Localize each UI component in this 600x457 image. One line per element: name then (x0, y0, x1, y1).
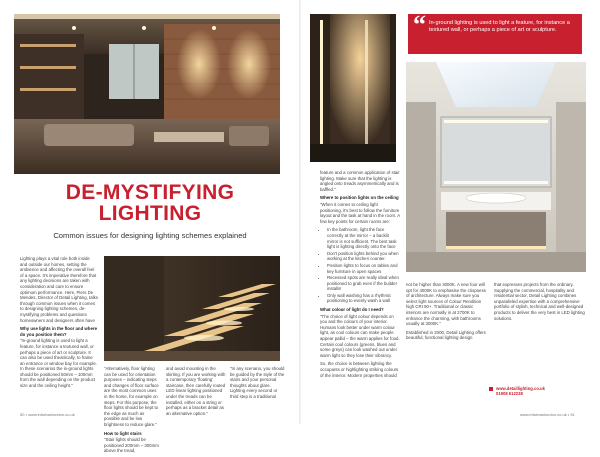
left-column-2 (104, 366, 160, 457)
bathroom-photo (406, 62, 586, 272)
list-item: • Position lights to focus on tables and key furniture in open spaces (327, 263, 400, 274)
right-column-1 (320, 170, 400, 381)
section-heading-floor-lights: Why use lights in the floor and where do you position them? (20, 326, 97, 337)
page-gutter (299, 0, 301, 424)
corridor-wall-lights-photo (310, 14, 396, 162)
floor-lights-text: "In-ground lighting is used to light a feature, for instance a textured wall, or perhaps a piece of art or sculpture. It can also be used theatrically, to frame an entrance or window bay for example. In these scenarios the in-ground lights should be positioned 50mm – 100mm from the wall depending on the product size and the ceiling height." (20, 338, 98, 389)
ceiling-text: "When it comes to ceiling light positioning, it's best to follow the furniture layout and the task at hand in the room. A few key points for certain rooms are: (320, 201, 400, 224)
living-room-photo (14, 14, 280, 174)
section-heading-ceiling: Where to position lights on the ceiling (320, 195, 399, 201)
section-heading-stairs: How to light stairs (104, 430, 142, 436)
list-item: • Don't position lights behind you when working at the kitchen counter. (327, 251, 400, 262)
article-title-line1: DE-MYSTIFYING (65, 181, 235, 204)
stair-lighting-continued: feature and a common application of stair lighting. Make sure that the lighting is angled onto treads asymmetrically and is baffled." (320, 170, 400, 192)
intro-paragraph: Lighting plays a vital role both inside and outside our homes, setting the ambience and affecting the overall feel of a space. It's imperative therefore that any lighting decisions are taken with consideration and care to ensure optimum performance. Here, Piers De Mendes, Director of Detail Lighting, talks through common issues when it comes to designing lighting schemes, de-mystifying problems and questions homeowners and designers often have (20, 256, 98, 323)
colour-temperature-text: not be higher than 3000K. A new four will opt for 4000K to emphasise the crispness of architecture. Always make sure you select light sources of Colour Rendition high CRI 90+. Traditional or classic interiors are normally in at 2700K to enhance the charming, with bathrooms usually at 3000K." (406, 282, 486, 327)
contact-bullet-icon (489, 387, 493, 391)
staircase-photo (104, 256, 280, 361)
pull-quote-text: In-ground lighting is used to light a feature, for instance a textured wall, or perhaps a piece of art or sculpture. (429, 20, 570, 34)
left-page-footer: 50 • www.infurbanlondon.co.uk (20, 412, 75, 417)
contact-phone: 01908 612238 (496, 391, 523, 397)
right-page-footer: www.infurbanlondon.co.uk • 51 (520, 412, 575, 417)
company-description: that expresses projects from the ordinary. Supplying the commercial, hospitality and residential sector, Detail Lighting combines unparalleled expertise with a comprehensive portfolio of stylish, technical and well-designed products to deliver the very best in LED lighting solutions. (494, 282, 585, 321)
stairs-text-continued: and avoid mounting in the skirting. If you are working with a contemporary 'floating' staircase, then carefully routed LED linear lighting positioned under the treads can be installed, either on a string or perhaps as a bracket detail as an alternative option." (166, 366, 226, 416)
colour-text-2: So, the choice is between lighting the occupants or highlighting striking colours of the interior. Modern properties should (320, 361, 399, 378)
article-title-line2: LIGHTING (98, 202, 202, 225)
list-item: • In the bathroom, light the face correctly at the mirror – a backlit mirror is not sufficient. The best task light is lighting directly onto the face (327, 227, 400, 249)
stairs-guidance-text: "In any scenario, you should be guided by the style of the stairs and your personal thoughts about glare. Lighting every second or third step is a traditional (230, 366, 285, 399)
colour-text: "The choice of light colour depends on you and the colours of your interior. Humans look better under warm colour light, as cool colours can make people appear pallid – the warm applies for food. Certain cool colours (greens, blues and some greys) can look washed out under warm light so they lose their vibrancy. (320, 313, 400, 358)
section-heading-colour: What colour of light do I need? (320, 307, 384, 313)
right-column-3 (494, 282, 586, 324)
company-intro-text: Established in 2000, Detail Lighting offers beautiful, functional lighting design (406, 329, 486, 341)
right-column-2 (406, 282, 488, 344)
left-column-4 (230, 366, 286, 403)
left-column-3 (166, 366, 226, 419)
floor-orientation-text: "Alternatively, floor lighting can be used for orientation purposes – indicating steps and changes of floor surface are the most common uses in the home, for example on steps. For this purpose, the floor lights should be kept to the edge as much as possible and be low brightness to reduce glare." (104, 366, 159, 427)
contact-details (496, 386, 586, 396)
article-subtitle: Common issues for designing lighting schemes explained (53, 231, 247, 240)
quote-mark-icon: “ (413, 10, 426, 39)
stairs-text: "Stair lights should be positioned 200mm – 300mm above the tread, (104, 437, 159, 454)
list-item: • Recessed spots are really ideal when positioned to grab even if the builder installs! (327, 275, 400, 292)
left-column-1 (20, 256, 98, 392)
ceiling-bullet-list (320, 227, 400, 304)
list-item: • Only wall washing has a rhythmic positioning to evenly wash a wall (327, 293, 400, 304)
contact-website-link[interactable]: www.detaillighting.co.uk (496, 386, 545, 391)
